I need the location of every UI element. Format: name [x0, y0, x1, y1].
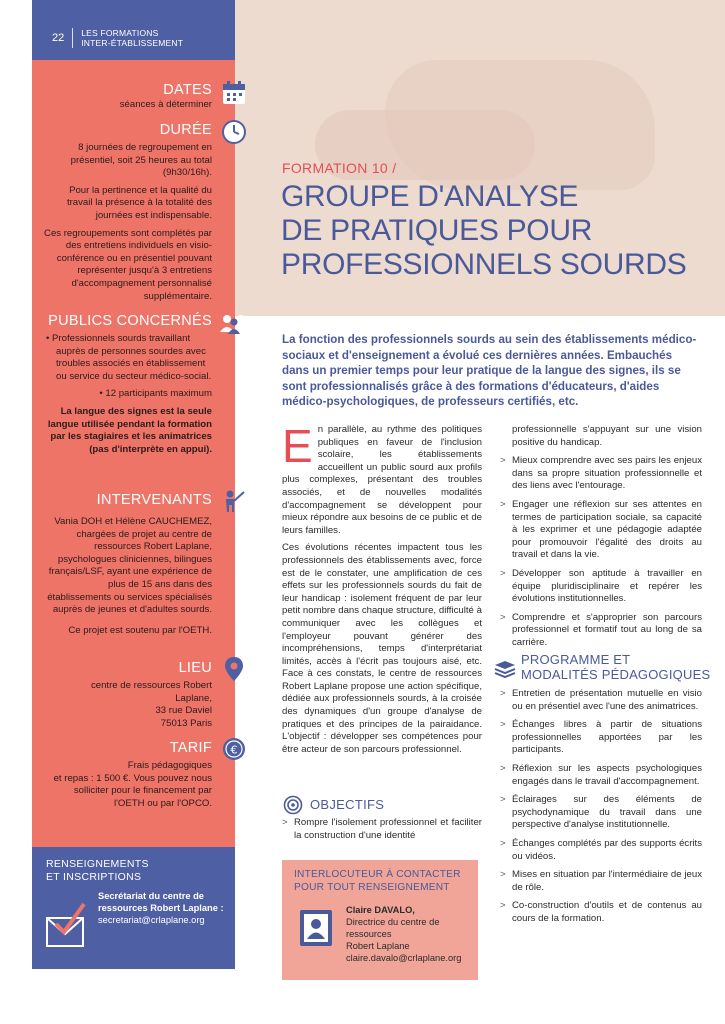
duree-title: DURÉE — [159, 122, 212, 138]
books-icon — [493, 659, 517, 679]
duree-paragraph: Pour la pertinence et la qualité du travail la présence à la totalité des journées est indispensable. — [66, 184, 212, 221]
contact-role: Directrice du centre de ressources — [346, 917, 440, 939]
publics-item: • 12 participants maximum — [99, 388, 212, 400]
programme-item: > Échanges libres à partir de situations professionnelles apportées par les participants. — [500, 719, 702, 757]
contact-name: Claire DAVALO, — [346, 905, 415, 915]
contact-email[interactable]: claire.davalo@crlaplane.org — [346, 953, 462, 963]
map-pin-icon — [221, 656, 247, 682]
contact-org: Robert Laplane — [346, 941, 410, 951]
mail-check-icon — [44, 898, 88, 950]
programme-item: > Éclairages sur des éléments de psychodynamique du travail dans une perspective d'analyse institutionnelle. — [500, 794, 702, 832]
body-paragraph: n parallèle, au rythme des politiques publiques en faveur de l'inclusion scolaire, les établissements accueillent un public sourd aux profils plus complexes, présentant des troubles associés, et de nouvelles modalités d'accompagnement se développent pour mieux répondre aux besoins de ce public et de leurs familles. — [282, 424, 482, 536]
tarif-line: Frais pédagogiques — [127, 760, 212, 771]
lieu-line: Laplane, — [175, 692, 212, 704]
contact-title: INTERLOCUTEUR À CONTACTER POUR TOUT RENSEIGNEMENT — [294, 869, 461, 893]
presenter-icon — [221, 488, 247, 514]
clock-icon — [221, 119, 247, 145]
duree-paragraph: 8 journées de regroupement en présentiel, soit 25 heures au total (9h30/16h). — [70, 142, 212, 179]
target-icon — [283, 795, 303, 815]
objectif-item: > Comprendre et s'approprier son parcours professionnel et formatif tout au long de sa carrière. — [500, 612, 702, 650]
tarif-line: et repas : 1 500 €. Vous pouvez nous solliciter pour le financement par l'OETH ou par l'OPCO. — [53, 772, 212, 809]
secretariat-label: Secrétariat du centre de ressources Robert Laplane : — [98, 891, 224, 914]
lieu-title: LIEU — [178, 660, 212, 676]
lieu-line: centre de ressources Robert — [90, 680, 212, 691]
tarif-title: TARIF — [169, 740, 212, 756]
header-divider — [72, 28, 73, 48]
contact-box — [282, 860, 478, 980]
inscriptions-text — [98, 890, 228, 927]
contact-details — [346, 904, 474, 964]
intro-paragraph: La fonction des professionnels sourds au sein des établissements médico-sociaux et d'enseignement a évolué ces dernières années. Embauchés dans un premier temps pour leur pratique de la langue des signes, ils se sont professionnalisés grâce à des formations d'éducateurs, d'aides médico-psychologiques, de professeurs certifiés, etc. — [282, 333, 697, 409]
programme-item: > Entretien de présentation mutuelle en visio ou en présentiel avec l'une des animatrices. — [500, 688, 702, 713]
people-icon — [219, 310, 249, 336]
page-number: 22 — [52, 32, 65, 44]
programme-list — [500, 688, 702, 932]
programme-item: > Co-construction d'outils et de contenus au cours de la formation. — [500, 900, 702, 925]
formation-label: FORMATION 10 / — [282, 160, 397, 176]
dropcap-letter: E — [282, 420, 313, 472]
objectif-item: > Développer son aptitude à travailler en équipe pluridisciplinaire et repérer les évolutions institutionnelles. — [500, 568, 702, 606]
intervenants-text — [44, 516, 212, 642]
objectif-item: > Engager une réflexion sur ses attentes en termes de participation sociale, sa capacité à les exprimer et une pédagogie adaptée pour promouvoir l'égalité des droits au travail et dans la vie. — [500, 499, 702, 562]
euro-coin-icon — [221, 736, 247, 762]
objectifs-list-start — [282, 817, 482, 848]
inscriptions-title: RENSEIGNEMENTS ET INSCRIPTIONS — [46, 858, 149, 883]
tarif-text — [44, 760, 212, 810]
dates-text: séances à déterminer — [119, 99, 212, 110]
intervenants-description: Vania DOH et Hélène CAUCHEMEZ, chargées de projet au centre de ressources Robert Laplane, psychologues cliniciennes, bilingues français/LSF, ayant une expérience de plus de 15 ans dans des établissements ou services spécialisés auprès de jeunes et d'adultes sourds. — [47, 516, 212, 616]
lieu-line: 33 rue Daviel — [155, 705, 212, 717]
objectif-item: > Rompre l'isolement professionnel et faciliter la construction d'une identité — [282, 817, 482, 842]
duree-text — [44, 142, 212, 308]
duree-paragraph: Ces regroupements sont complétés par des entretiens individuels en visio-conférence ou en présentiel pouvant représenter jusqu'à 3 entretiens d'accompagnement personnalisé supplémentaire. — [44, 227, 212, 302]
dates-title: DATES — [163, 82, 212, 98]
intervenants-support: Ce projet est soutenu par l'OETH. — [68, 624, 212, 636]
programme-title: PROGRAMME ET MODALITÉS PÉDAGOGIQUES — [521, 652, 711, 682]
lieu-text — [44, 680, 212, 730]
publics-title: PUBLICS CONCERNÉS — [48, 313, 212, 329]
publics-text — [44, 333, 212, 461]
page-title: GROUPE D'ANALYSE DE PRATIQUES POUR PROFESSIONNELS SOURDS — [281, 180, 687, 281]
calendar-icon — [221, 80, 247, 106]
svg-text:€: € — [230, 743, 238, 757]
body-column-left — [282, 420, 482, 761]
body-column-right — [500, 424, 702, 656]
contact-card-icon — [298, 908, 334, 948]
programme-item: > Réflexion sur les aspects psychologiques engagés dans le travail d'accompagnement. — [500, 763, 702, 788]
body-paragraph: Ces évolutions récentes impactent tous les professionnels des établissements avec, force est de le constater, une amplification de ces effets sur les professionnels sourds du fait de leur handicap : isolement fréquent de par leur petit nombre dans chaque structure, difficulté à communiquer avec les collègues et l'employeur pouvant générer des incompréhensions, temps d'interprétariat limités, accès à l'écrit pas toujours aisé, etc. Face à ces constats, le centre de ressources Robert Laplane propose une action spécifique, dédiée aux professionnels sourds, à la croisée des dynamiques d'un groupe d'analyse de pratiques et des principes de la pairaidance. L'objectif : développer ses compétences pour être acteur de son parcours professionnel. — [282, 542, 482, 755]
objectif-item-continued: professionnelle s'appuyant sur une vision positive du handicap. — [512, 424, 702, 448]
section-label: LES FORMATIONS INTER-ÉTABLISSEMENT — [81, 28, 184, 48]
intervenants-title: INTERVENANTS — [96, 492, 212, 508]
programme-item: > Échanges complétés par des supports écrits ou vidéos. — [500, 838, 702, 863]
objectifs-title: OBJECTIFS — [310, 797, 385, 812]
lieu-line: 75013 Paris — [160, 717, 212, 729]
publics-item: • Professionnels sourds travaillant auprès de personnes sourdes avec troubles associés en établissement ou service du secteur médico-social. — [46, 333, 212, 382]
programme-item: > Mises en situation par l'intermédiaire de jeux de rôle. — [500, 869, 702, 894]
objectif-item: > Mieux comprendre avec ses pairs les enjeux dans sa propre situation professionnelle et des liens avec l'entourage. — [500, 455, 702, 493]
secretariat-email[interactable]: secretariat@crlaplane.org — [98, 915, 205, 926]
page-header — [52, 28, 183, 48]
publics-note: La langue des signes est la seule langue utilisée pendant la formation par les stagiaires et les animatrices (pas d'interprète en appui). — [47, 405, 212, 455]
